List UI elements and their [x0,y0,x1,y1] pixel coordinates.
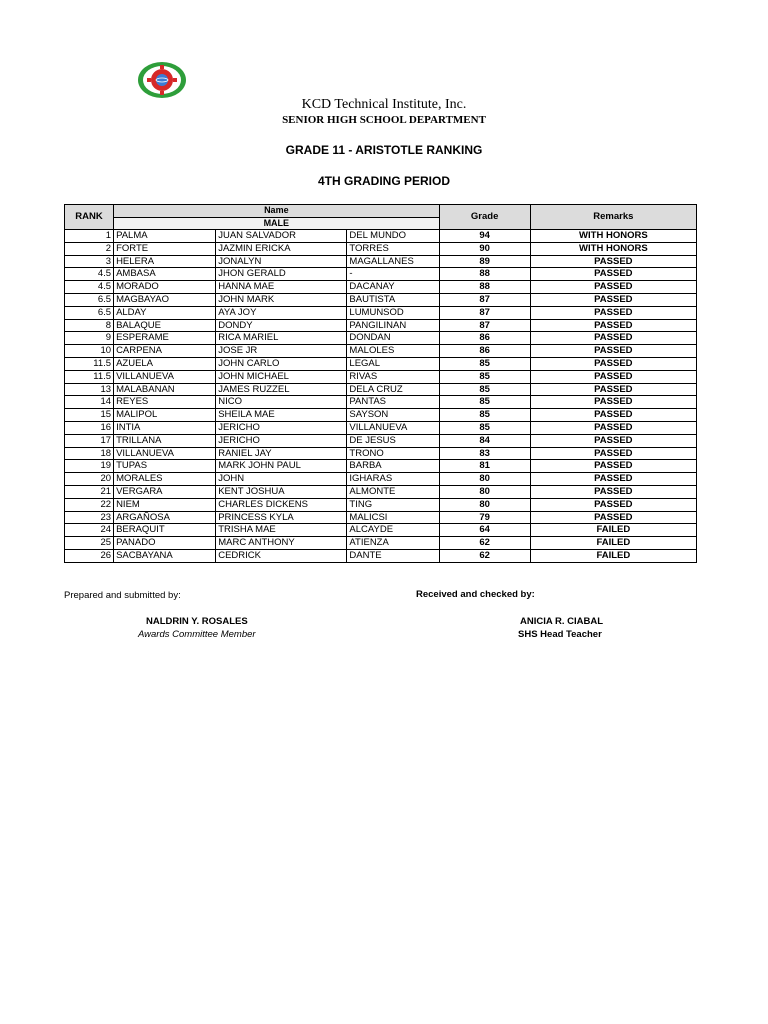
rank-cell: 17 [65,434,114,447]
grade-cell: 80 [439,498,530,511]
first-name-cell: TRISHA MAE [216,524,347,537]
first-name-cell: PRINCESS KYLA [216,511,347,524]
middle-name-cell: TING [347,498,439,511]
remarks-cell: PASSED [530,370,696,383]
table-row [65,396,697,409]
middle-name-cell: MALICSI [347,511,439,524]
table-row [65,447,697,460]
first-name-cell: MARK JOHN PAUL [216,460,347,473]
middle-name-cell: PANGILINAN [347,319,439,332]
grade-cell: 80 [439,473,530,486]
rank-cell: 20 [65,473,114,486]
table-row [65,268,697,281]
middle-name-cell: DELA CRUZ [347,383,439,396]
middle-name-cell: ALMONTE [347,485,439,498]
middle-name-cell: DE JESUS [347,434,439,447]
last-name-cell: ALDAY [114,306,216,319]
last-name-cell: TUPAS [114,460,216,473]
middle-name-cell: BARBA [347,460,439,473]
table-row [65,434,697,447]
grade-cell: 88 [439,268,530,281]
first-name-cell: JAZMIN ERICKA [216,242,347,255]
table-row [65,383,697,396]
middle-name-cell: TORRES [347,242,439,255]
table-row [65,460,697,473]
middle-name-cell: LEGAL [347,357,439,370]
prepared-label: Prepared and submitted by: [64,590,181,601]
last-name-cell: REYES [114,396,216,409]
remarks-cell: PASSED [530,485,696,498]
last-name-cell: SACBAYANA [114,549,216,562]
rank-cell: 11.5 [65,370,114,383]
last-name-cell: MALABANAN [114,383,216,396]
first-name-cell: SHEILA MAE [216,409,347,422]
table-row [65,345,697,358]
middle-name-cell: PANTAS [347,396,439,409]
table-row [65,549,697,562]
middle-name-cell: DONDAN [347,332,439,345]
table-row [65,409,697,422]
table-row [65,473,697,486]
rank-cell: 26 [65,549,114,562]
rank-cell: 2 [65,242,114,255]
remarks-cell: PASSED [530,460,696,473]
grade-cell: 85 [439,396,530,409]
middle-name-cell: DANTE [347,549,439,562]
middle-name-cell: ALCAYDE [347,524,439,537]
last-name-cell: MALIPOL [114,409,216,422]
rank-cell: 19 [65,460,114,473]
middle-name-cell: IGHARAS [347,473,439,486]
rank-cell: 25 [65,537,114,550]
table-row [65,255,697,268]
first-name-cell: DONDY [216,319,347,332]
remarks-cell: WITH HONORS [530,242,696,255]
table-row [65,242,697,255]
first-name-cell: JERICHO [216,434,347,447]
rank-cell: 1 [65,230,114,243]
middle-name-cell: RIVAS [347,370,439,383]
table-row [65,357,697,370]
remarks-cell: FAILED [530,524,696,537]
remarks-header: Remarks [530,205,696,230]
remarks-cell: PASSED [530,319,696,332]
grade-cell: 87 [439,293,530,306]
first-name-cell: HANNA MAE [216,281,347,294]
middle-name-cell: BAUTISTA [347,293,439,306]
last-name-cell: FORTE [114,242,216,255]
remarks-cell: PASSED [530,268,696,281]
last-name-cell: NIEM [114,498,216,511]
middle-name-cell: DACANAY [347,281,439,294]
male-subheader: MALE [114,217,440,230]
rank-cell: 23 [65,511,114,524]
grade-cell: 85 [439,409,530,422]
rank-cell: 15 [65,409,114,422]
last-name-cell: INTIA [114,421,216,434]
table-row [65,524,697,537]
last-name-cell: MORADO [114,281,216,294]
remarks-cell: PASSED [530,447,696,460]
table-row [65,332,697,345]
grade-cell: 85 [439,383,530,396]
grade-cell: 85 [439,421,530,434]
remarks-cell: PASSED [530,332,696,345]
first-name-cell: JOSE JR [216,345,347,358]
table-row [65,293,697,306]
grade-cell: 85 [439,370,530,383]
first-name-cell: KENT JOSHUA [216,485,347,498]
remarks-cell: WITH HONORS [530,230,696,243]
remarks-cell: FAILED [530,537,696,550]
first-name-cell: JONALYN [216,255,347,268]
last-name-cell: VILLANUEVA [114,447,216,460]
grading-period: 4TH GRADING PERIOD [317,174,450,188]
rank-header: RANK [65,205,114,230]
remarks-cell: PASSED [530,293,696,306]
first-name-cell: RANIEL JAY [216,447,347,460]
middle-name-cell: MALOLES [347,345,439,358]
grade-cell: 84 [439,434,530,447]
grade-cell: 94 [439,230,530,243]
name-header: Name [114,205,440,218]
middle-name-cell: VILLANUEVA [347,421,439,434]
table-row [65,370,697,383]
rank-cell: 21 [65,485,114,498]
middle-name-cell: ATIENZA [347,537,439,550]
grade-cell: 88 [439,281,530,294]
remarks-cell: PASSED [530,281,696,294]
rank-cell: 13 [65,383,114,396]
table-row [65,230,697,243]
grade-cell: 87 [439,306,530,319]
rank-cell: 10 [65,345,114,358]
table-row [65,319,697,332]
remarks-cell: PASSED [530,473,696,486]
first-name-cell: MARC ANTHONY [216,537,347,550]
rank-cell: 22 [65,498,114,511]
remarks-cell: PASSED [530,357,696,370]
table-row [65,511,697,524]
first-name-cell: NICO [216,396,347,409]
middle-name-cell: LUMUNSOD [347,306,439,319]
rank-cell: 8 [65,319,114,332]
middle-name-cell: - [347,268,439,281]
grade-cell: 90 [439,242,530,255]
first-name-cell: JOHN MARK [216,293,347,306]
grade-cell: 86 [439,345,530,358]
remarks-cell: PASSED [530,511,696,524]
grade-cell: 81 [439,460,530,473]
middle-name-cell: SAYSON [347,409,439,422]
last-name-cell: PALMA [114,230,216,243]
school-seal-icon [137,61,187,99]
rank-cell: 6.5 [65,293,114,306]
remarks-cell: PASSED [530,306,696,319]
grade-header: Grade [439,205,530,230]
middle-name-cell: TRONO [347,447,439,460]
grade-cell: 79 [439,511,530,524]
last-name-cell: BALAQUE [114,319,216,332]
first-name-cell: JAMES RUZZEL [216,383,347,396]
rank-cell: 11.5 [65,357,114,370]
grade-cell: 86 [439,332,530,345]
rank-cell: 18 [65,447,114,460]
remarks-cell: PASSED [530,383,696,396]
first-name-cell: JOHN [216,473,347,486]
last-name-cell: MAGBAYAO [114,293,216,306]
prepared-name: NALDRIN Y. ROSALES [146,616,248,627]
last-name-cell: ARGAÑOSA [114,511,216,524]
first-name-cell: AYA JOY [216,306,347,319]
last-name-cell: ESPERAME [114,332,216,345]
first-name-cell: JUAN SALVADOR [216,230,347,243]
rank-cell: 3 [65,255,114,268]
rank-cell: 6.5 [65,306,114,319]
table-row [65,306,697,319]
grade-cell: 89 [439,255,530,268]
rank-cell: 4.5 [65,281,114,294]
grade-cell: 85 [439,357,530,370]
ranking-title: GRADE 11 - ARISTOTLE RANKING [285,143,483,157]
grade-cell: 64 [439,524,530,537]
school-name: KCD Technical Institute, Inc. [301,97,467,112]
remarks-cell: PASSED [530,396,696,409]
rank-cell: 16 [65,421,114,434]
last-name-cell: HELERA [114,255,216,268]
grade-cell: 62 [439,549,530,562]
last-name-cell: CARPENA [114,345,216,358]
rank-cell: 24 [65,524,114,537]
grade-cell: 83 [439,447,530,460]
department-name: SENIOR HIGH SCHOOL DEPARTMENT [282,114,486,126]
received-label: Received and checked by: [416,589,535,600]
last-name-cell: VILLANUEVA [114,370,216,383]
table-row [65,421,697,434]
remarks-cell: PASSED [530,498,696,511]
first-name-cell: JOHN CARLO [216,357,347,370]
last-name-cell: VERGARA [114,485,216,498]
last-name-cell: BERAQUIT [114,524,216,537]
rank-cell: 9 [65,332,114,345]
first-name-cell: CHARLES DICKENS [216,498,347,511]
first-name-cell: JOHN MICHAEL [216,370,347,383]
table-row [65,281,697,294]
first-name-cell: JERICHO [216,421,347,434]
first-name-cell: CEDRICK [216,549,347,562]
last-name-cell: AZUELA [114,357,216,370]
remarks-cell: PASSED [530,255,696,268]
last-name-cell: TRILLANA [114,434,216,447]
remarks-cell: PASSED [530,409,696,422]
grade-cell: 87 [439,319,530,332]
table-row [65,485,697,498]
middle-name-cell: MAGALLANES [347,255,439,268]
table-row [65,537,697,550]
remarks-cell: PASSED [530,345,696,358]
remarks-cell: PASSED [530,434,696,447]
grade-cell: 62 [439,537,530,550]
first-name-cell: JHON GERALD [216,268,347,281]
received-role: SHS Head Teacher [518,629,602,640]
rank-cell: 14 [65,396,114,409]
rank-cell: 4.5 [65,268,114,281]
first-name-cell: RICA MARIEL [216,332,347,345]
table-row [65,498,697,511]
remarks-cell: PASSED [530,421,696,434]
remarks-cell: FAILED [530,549,696,562]
grade-cell: 80 [439,485,530,498]
last-name-cell: PANADO [114,537,216,550]
ranking-table [64,204,697,563]
received-name: ANICIA R. CIABAL [520,616,604,627]
last-name-cell: MORALES [114,473,216,486]
last-name-cell: AMBASA [114,268,216,281]
prepared-role: Awards Committee Member [138,629,256,640]
middle-name-cell: DEL MUNDO [347,230,439,243]
